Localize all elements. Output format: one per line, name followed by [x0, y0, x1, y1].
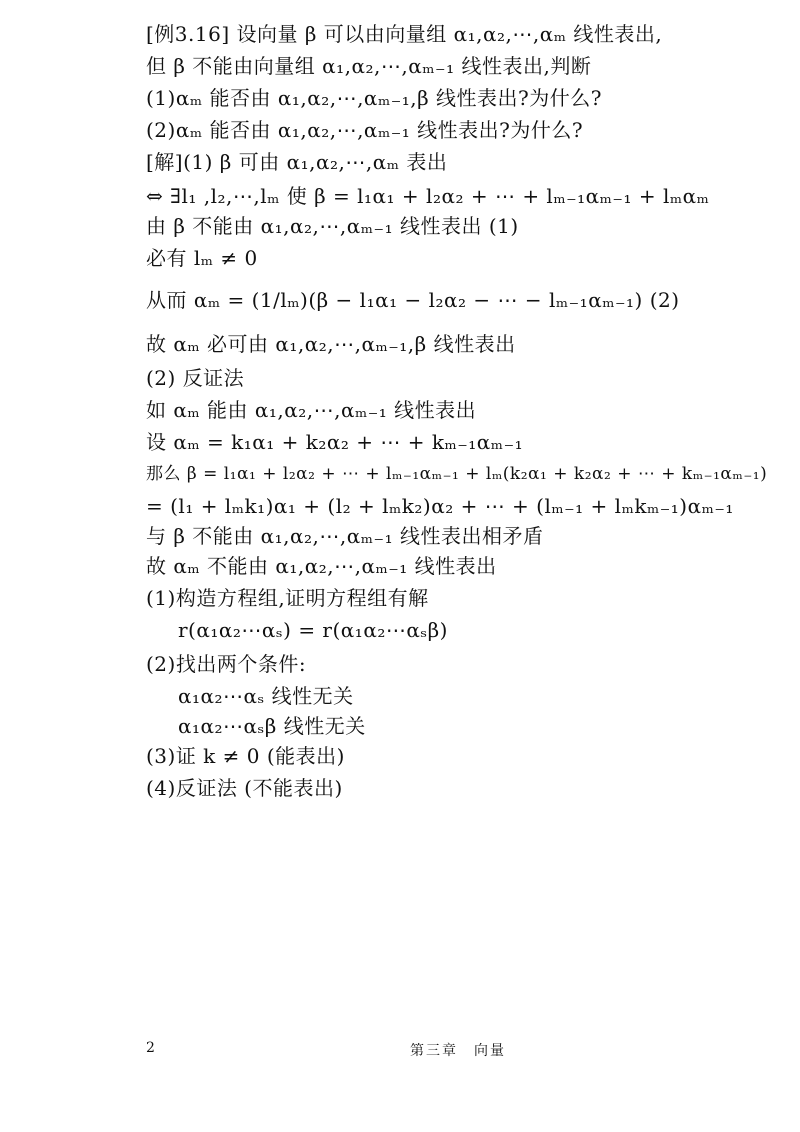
text-line-3: (1)αₘ 能否由 α₁,α₂,⋯,αₘ₋₁,β 线性表出?为什么? — [146, 86, 603, 110]
text-line-8: 必有 lₘ ≠ 0 — [146, 246, 258, 270]
text-line-16: 与 β 不能由 α₁,α₂,⋯,αₘ₋₁ 线性表出相矛盾 — [146, 524, 544, 548]
text-line-22: α₁α₂⋯αₛβ 线性无关 — [178, 714, 366, 738]
text-line-13: 设 αₘ = k₁α₁ + k₂α₂ + ⋯ + kₘ₋₁αₘ₋₁ — [146, 430, 524, 454]
text-line-17: 故 αₘ 不能由 α₁,α₂,⋯,αₘ₋₁ 线性表出 — [146, 554, 497, 578]
text-line-10: 故 αₘ 必可由 α₁,α₂,⋯,αₘ₋₁,β 线性表出 — [146, 332, 516, 356]
page-number: 2 — [146, 1040, 155, 1056]
text-line-18: (1)构造方程组,证明方程组有解 — [146, 586, 429, 610]
text-line-7: 由 β 不能由 α₁,α₂,⋯,αₘ₋₁ 线性表出 (1) — [146, 214, 519, 238]
text-line-23: (3)证 k ≠ 0 (能表出) — [146, 744, 345, 768]
text-line-4: (2)αₘ 能否由 α₁,α₂,⋯,αₘ₋₁ 线性表出?为什么? — [146, 118, 584, 142]
text-line-14: 那么 β = l₁α₁ + l₂α₂ + ⋯ + lₘ₋₁αₘ₋₁ + lₘ(k₂α₁ + k₂α₂ + ⋯ + kₘ₋₁αₘ₋₁) — [146, 464, 768, 484]
chapter-title: 第三章 向量 — [410, 1043, 506, 1059]
text-line-5: [解](1) β 可由 α₁,α₂,⋯,αₘ 表出 — [146, 150, 448, 174]
text-line-15: = (l₁ + lₘk₁)α₁ + (l₂ + lₘk₂)α₂ + ⋯ + (lₘ₋₁ + lₘkₘ₋₁)αₘ₋₁ — [146, 494, 734, 518]
text-line-19: r(α₁α₂⋯αₛ) = r(α₁α₂⋯αₛβ) — [178, 618, 448, 642]
text-line-2: 但 β 不能由向量组 α₁,α₂,⋯,αₘ₋₁ 线性表出,判断 — [146, 54, 592, 78]
text-line-9: 从而 αₘ = (1/lₘ)(β − l₁α₁ − l₂α₂ − ⋯ − lₘ₋₁αₘ₋₁) (2) — [146, 288, 680, 312]
text-line-24: (4)反证法 (不能表出) — [146, 776, 343, 800]
text-line-12: 如 αₘ 能由 α₁,α₂,⋯,αₘ₋₁ 线性表出 — [146, 398, 477, 422]
text-line-21: α₁α₂⋯αₛ 线性无关 — [178, 684, 354, 708]
text-line-20: (2)找出两个条件: — [146, 652, 307, 676]
text-line-1: [例3.16] 设向量 β 可以由向量组 α₁,α₂,⋯,αₘ 线性表出, — [146, 22, 663, 46]
text-line-11: (2) 反证法 — [146, 366, 245, 390]
text-line-6: ⇔ ∃l₁ ,l₂,⋯,lₘ 使 β = l₁α₁ + l₂α₂ + ⋯ + lₘ₋₁αₘ₋₁ + lₘαₘ — [146, 184, 710, 208]
